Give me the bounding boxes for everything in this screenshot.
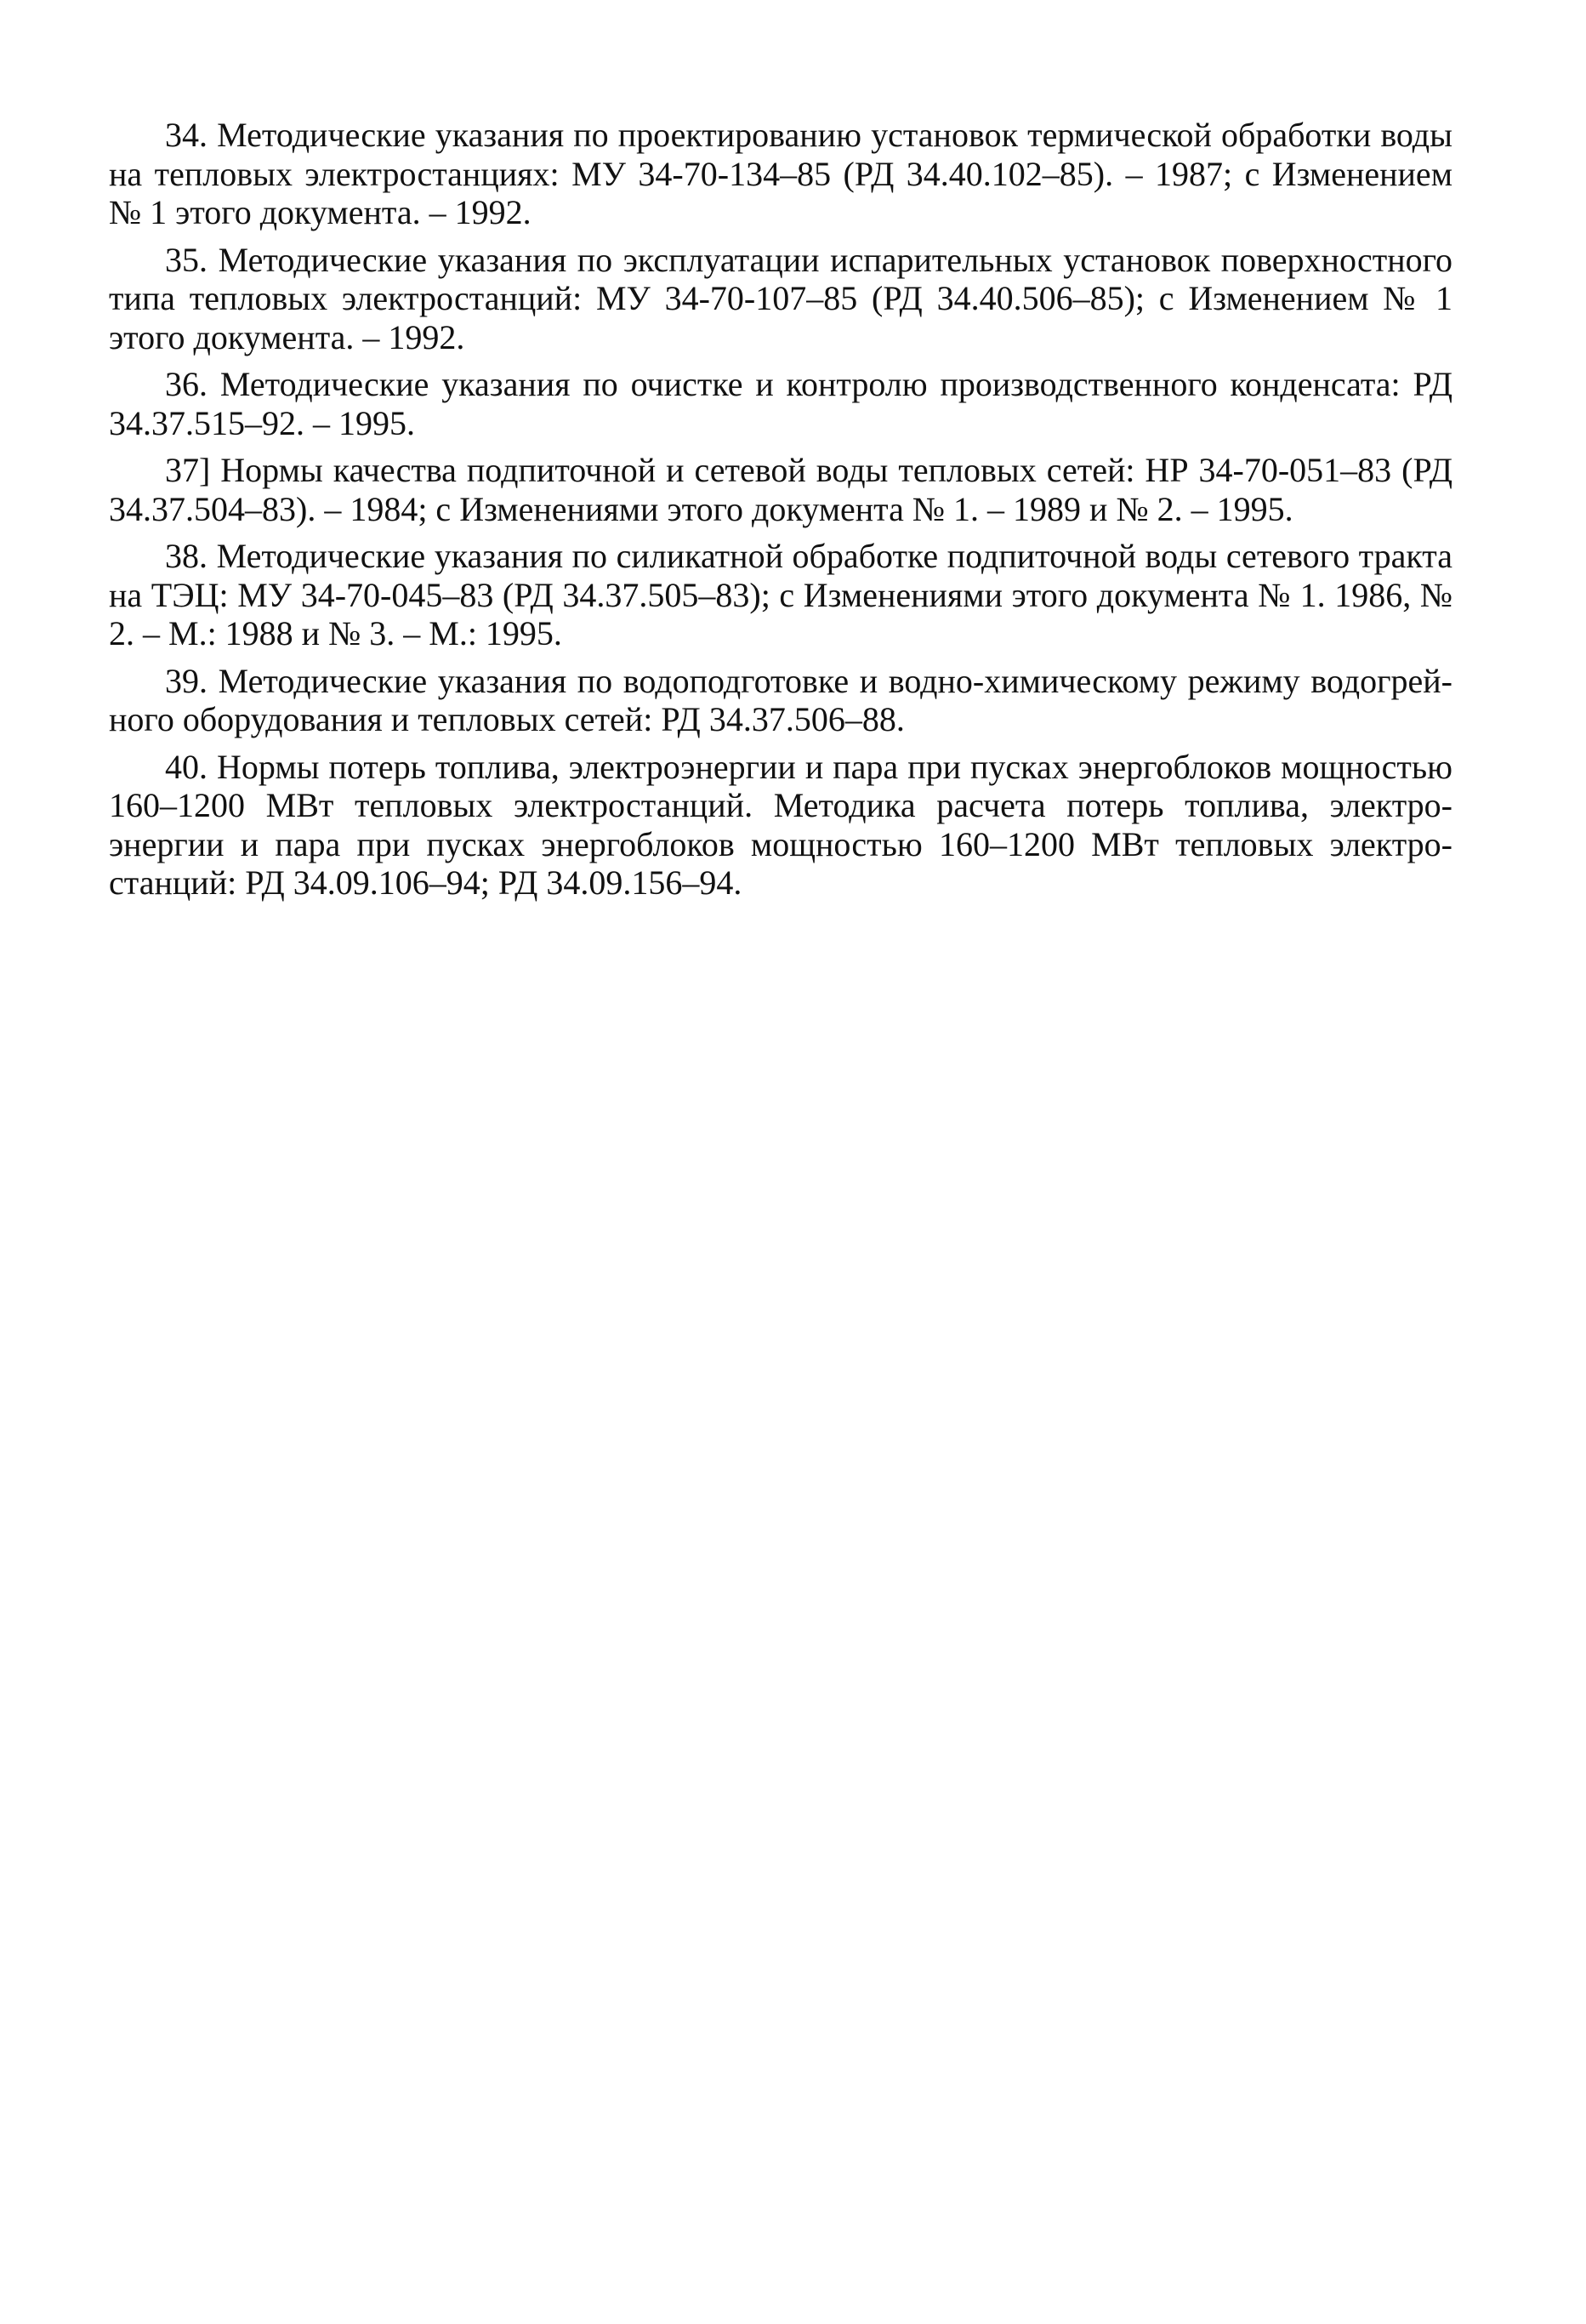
- entry-number: 34.: [165, 116, 207, 154]
- entry-text: Методические указания по очистке и контролю производственного конденсата: РД 34.37.515–92. – 1995.: [109, 365, 1453, 442]
- entry-number: 35.: [165, 240, 207, 279]
- reference-entry-40: [109, 748, 1452, 903]
- reference-entry-39: [109, 662, 1452, 739]
- entry-text: Нормы потерь топлива, электроэнергии и пара при пусках энергоблоков мощностью 160–1200 МВт тепловых электростанций. Методика расчета потерь топлива, электроэнергии и пара при пусках энергоблоков мощностью 160–1200 МВт тепловых электростанций: РД 34.09.106–94; РД 34.09.156–94.: [109, 747, 1453, 902]
- entry-number: 39.: [165, 661, 207, 700]
- entry-text: Методические указания по проектированию установок термической обработки воды на тепловых электростанциях: МУ 34-70-134–85 (РД 34.40.102–85). – 1987; с Изменением № 1 этого документа. – 1992.: [109, 116, 1453, 231]
- reference-entry-38: [109, 537, 1452, 653]
- entry-text: Методические указания по силикатной обработке подпиточной воды сетевого тракта на ТЭЦ: МУ 34-70-045–83 (РД 34.37.505–83); с Изменениями этого документа № 1. 1986, № 2. – М.: 1988 и № 3. – М.: 1995.: [109, 537, 1452, 652]
- entry-text: Методические указания по водоподготовке и водно-химическому режиму водогрейного оборудования и тепловых сетей: РД 34.37.506–88.: [109, 661, 1452, 738]
- entry-number: 37]: [165, 451, 211, 489]
- entry-text: Методические указания по эксплуатации испарительных установок поверхностного типа тепловых электростанций: МУ 34-70-107–85 (РД 34.40.506–85); с Изменением № 1 этого документа. – 1992.: [109, 240, 1453, 356]
- reference-list: [109, 116, 1452, 911]
- reference-entry-34: [109, 116, 1452, 232]
- entry-number: 36.: [165, 365, 207, 403]
- reference-entry-37: [109, 451, 1452, 528]
- entry-number: 38.: [165, 537, 207, 575]
- reference-entry-36: [109, 365, 1452, 442]
- entry-number: 40.: [165, 747, 207, 786]
- entry-text: Нормы качества подпиточной и сетевой воды тепловых сетей: НР 34-70-051–83 (РД 34.37.504–83). – 1984; с Изменениями этого документа № 1. – 1989 и № 2. – 1995.: [109, 451, 1452, 528]
- reference-entry-35: [109, 241, 1452, 357]
